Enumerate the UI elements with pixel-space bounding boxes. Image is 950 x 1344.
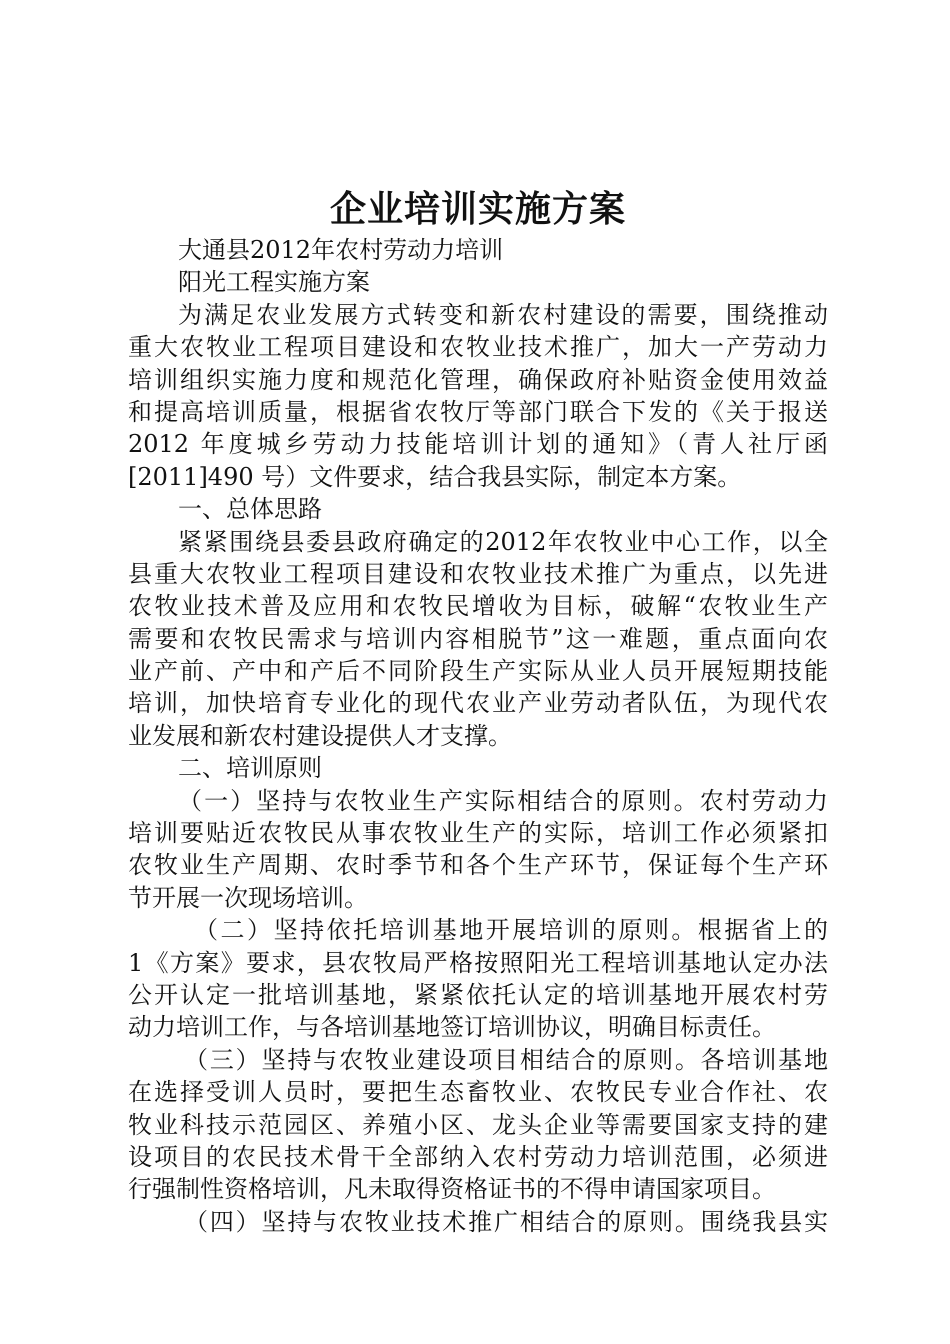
paragraph-line: 设项目的农民技术骨干全部纳入农村劳动力培训范围，必须进 [128,1142,828,1171]
paragraph-line: 业发展和新农村建设提供人才支撑。 [128,721,512,750]
subtitle-line-2: 阳光工程实施方案 [178,268,370,297]
subtitle-line-1: 大通县2012年农村劳动力培训 [178,236,504,264]
paragraph-line: 业产前、产中和产后不同阶段生产实际从业人员开展短期技能 [128,657,828,686]
paragraph-line: （一）坚持与农牧业生产实际相结合的原则。农村劳动力 [178,786,828,815]
paragraph-line: 县重大农牧业工程项目建设和农牧业技术推广为重点，以先进 [128,559,828,588]
paragraph-line: 节开展一次现场培训。 [128,883,368,912]
paragraph-line: 1《方案》要求，县农牧局严格按照阳光工程培训基地认定办法 [128,948,828,977]
paragraph-line: 动力培训工作，与各培训基地签订培训协议，明确目标责任。 [128,1013,776,1042]
section-heading: 一、总体思路 [178,495,322,524]
paragraph-line: 为满足农业发展方式转变和新农村建设的需要，围绕推动 [178,300,828,329]
section-heading: 二、培训原则 [178,754,322,783]
document-body [128,234,828,1238]
paragraph-line: 农牧业技术普及应用和农牧民增收为目标，破解“农牧业生产 [128,592,828,621]
paragraph-line: 培训，加快培育专业化的现代农业产业劳动者队伍，为现代农 [128,689,828,718]
paragraph-line: 培训要贴近农牧民从事农牧业生产的实际，培训工作必须紧扣 [128,819,828,848]
paragraph-line: 农牧业生产周期、农时季节和各个生产环节，保证每个生产环 [128,851,828,880]
paragraph-line: 需要和农牧民需求与培训内容相脱节”这一难题，重点面向农 [128,624,828,653]
paragraph-line: （三）坚持与农牧业建设项目相结合的原则。各培训基地 [184,1045,828,1074]
paragraph-line: 公开认定一批培训基地，紧紧依托认定的培训基地开展农村劳 [128,980,828,1009]
paragraph-line: 和提高培训质量，根据省农牧厅等部门联合下发的《关于报送 [128,397,828,426]
document-title: 企业培训实施方案 [329,188,626,230]
paragraph-line: 2012 年度城乡劳动力技能培训计划的通知》（青人社厅函 [128,430,828,459]
paragraph-line: （四）坚持与农牧业技术推广相结合的原则。围绕我县实 [184,1207,828,1236]
paragraph-line: 牧业科技示范园区、养殖小区、龙头企业等需要国家支持的建 [128,1110,828,1139]
paragraph-line: 在选择受训人员时，要把生态畜牧业、农牧民专业合作社、农 [128,1078,828,1107]
paragraph-line: 重大农牧业工程项目建设和农牧业技术推广，加大一产劳动力 [128,333,828,362]
paragraph-line: 培训组织实施力度和规范化管理，确保政府补贴资金使用效益 [128,365,828,394]
paragraph-line: 紧紧围绕县委县政府确定的2012年农牧业中心工作，以全 [178,527,828,556]
paragraph-line: （二）坚持依托培训基地开展培训的原则。根据省上的 [194,916,828,945]
paragraph-line: 行强制性资格培训，凡未取得资格证书的不得申请国家项目。 [128,1175,776,1204]
paragraph-line: [2011]490 号）文件要求，结合我县实际，制定本方案。 [128,462,742,491]
